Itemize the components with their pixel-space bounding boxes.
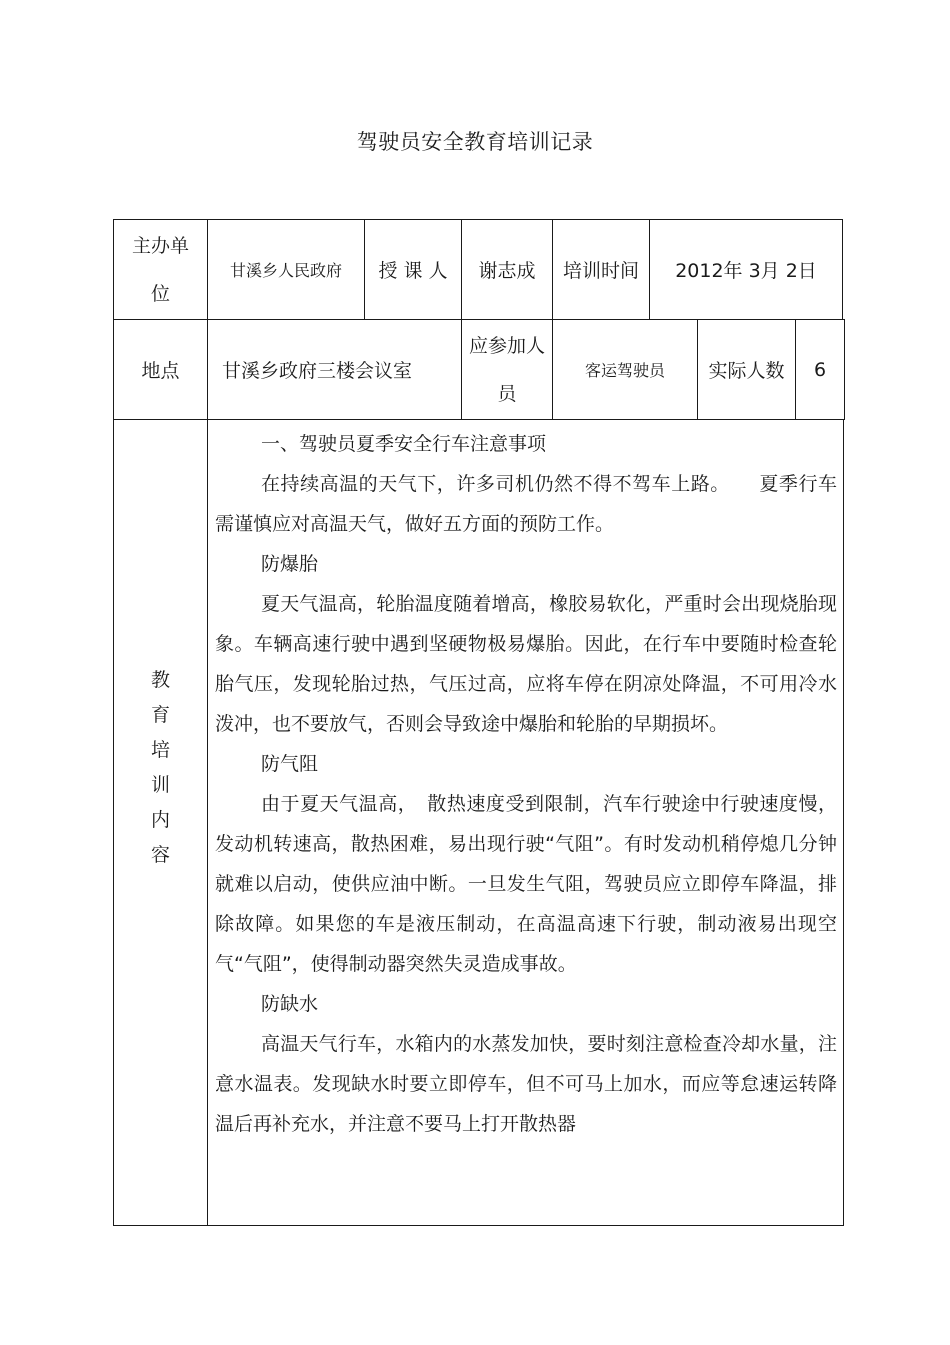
content-label-char5: 内 <box>150 808 170 831</box>
content-intro: 在持续高温的天气下，许多司机仍然不得不驾车上路。 夏季行车需谨慎应对高温天气，做好五方面的预防工作。 <box>215 473 837 535</box>
organizer-label-line2: 位 <box>150 282 170 305</box>
actual-value-cell <box>795 319 845 420</box>
lecturer-label: 授 课 人 <box>378 260 448 282</box>
attendees-label-cell <box>461 319 553 420</box>
organizer-value: 甘溪乡人民政府 <box>229 261 342 280</box>
attendees-value: 客运驾驶员 <box>584 361 665 380</box>
organizer-label-line1: 主办单 <box>131 234 189 257</box>
actual-label-cell <box>697 319 796 420</box>
section-title-tire: 防爆胎 <box>261 553 319 575</box>
time-label: 培训时间 <box>562 260 639 282</box>
attendees-value-cell <box>552 319 698 420</box>
actual-label: 实际人数 <box>708 360 785 382</box>
place-value-cell <box>207 319 462 420</box>
place-label: 地点 <box>141 360 180 382</box>
organizer-label-cell <box>113 219 208 320</box>
time-value-cell <box>649 219 843 320</box>
actual-value: 6 <box>813 358 827 381</box>
section-title-vapor-lock: 防气阻 <box>261 753 319 775</box>
section-title-water: 防缺水 <box>261 993 319 1015</box>
section-body-tire: 夏天气温高，轮胎温度随着增高，橡胶易软化，严重时会出现烧胎现象。车辆高速行驶中遇到坚硬物极易爆胎。因此，在行车中要随时检查轮胎气压，发现轮胎过热，气压过高，应将车停在阴凉处降温，不可用冷水泼冲，也不要放气，否则会导致途中爆胎和轮胎的早期损坏。 <box>215 593 837 735</box>
content-label-char2: 育 <box>150 703 170 726</box>
time-value: 2012年 3月 2日 <box>675 260 817 282</box>
section-body-vapor-lock: 由于夏天气温高， 散热速度受到限制，汽车行驶途中行驶速度慢，发动机转速高，散热困难，易出现行驶“气阻”。有时发动机稍停熄几分钟就难以启动，使供应油中断。一旦发生气阻，驾驶员应立即停车降温，排除故障。如果您的车是液压制动，在高温高速下行驶，制动液易出现空气“气阻”，使得制动器突然失灵造成事故。 <box>215 793 837 975</box>
content-heading: 一、驾驶员夏季安全行车注意事项 <box>261 433 547 455</box>
place-label-cell <box>113 319 208 420</box>
content-label-char3: 培 <box>150 738 170 761</box>
training-content <box>215 424 837 1144</box>
section-body-water: 高温天气行车，水箱内的水蒸发加快，要时刻注意检查冷却水量，注意水温表。发现缺水时要立即停车，但不可马上加水，而应等怠速运转降温后再补充水，并注意不要马上打开散热器 <box>215 1033 837 1135</box>
time-label-cell <box>552 219 650 320</box>
attendees-label-line2: 员 <box>497 382 517 405</box>
organizer-value-cell <box>207 219 365 320</box>
content-label-char6: 容 <box>150 843 170 866</box>
lecturer-value: 谢志成 <box>478 260 536 282</box>
attendees-label-line1: 应参加人 <box>468 334 545 357</box>
page-title: 驾驶员安全教育培训记录 <box>356 130 594 154</box>
content-label-char1: 教 <box>150 668 170 691</box>
content-label-char4: 训 <box>150 773 170 796</box>
lecturer-label-cell <box>364 219 462 320</box>
content-label-cell <box>113 419 208 1226</box>
lecturer-value-cell <box>461 219 553 320</box>
place-value: 甘溪乡政府三楼会议室 <box>222 360 413 382</box>
